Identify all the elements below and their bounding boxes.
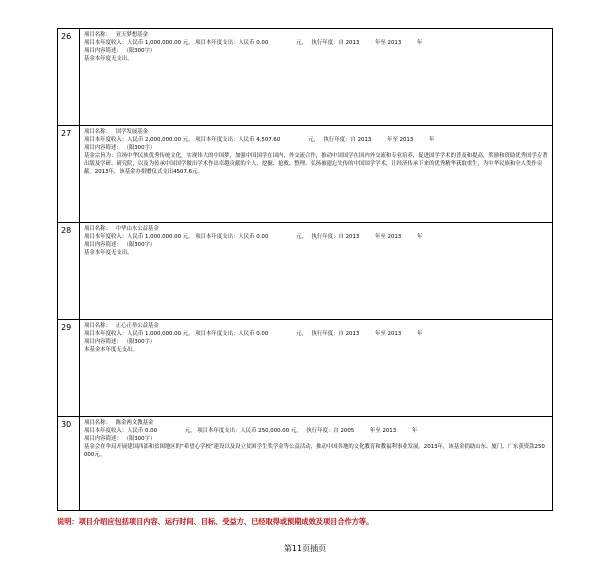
expense-value: 人民币 250,000.00	[240, 428, 290, 434]
project-content: 基金会在伞局开展建国西部和贫困地区的“希望心学校”建设以及设立贫困学生奖学金等公益活动，推动中国各地的文化教育和教福利事业发展。2013年，该基金捐助山东、厦门、广东获资款250000元。	[84, 444, 545, 458]
income-label: 项目本年度收入：	[84, 40, 128, 46]
project-name: 亚天梦想基金	[115, 32, 149, 38]
expense-value: 人民币 0.00	[238, 234, 269, 240]
name-label: 项目名称：	[84, 226, 111, 232]
end-year: 2013	[387, 40, 402, 46]
expense-value: 人民币 0.00	[238, 40, 269, 46]
start-year: 2013	[345, 40, 360, 46]
row-number: 27	[58, 126, 80, 222]
row-content	[80, 126, 552, 222]
project-name-line	[84, 128, 548, 136]
desc-label: 项目内容简述：	[84, 48, 122, 54]
year-to: 年至	[375, 40, 386, 46]
finance-line	[84, 330, 548, 338]
desc-line	[84, 435, 548, 443]
row-number: 26	[58, 29, 80, 125]
expense-label: 项目本年度支出：	[195, 137, 239, 143]
income-label: 项目本年度收入：	[84, 234, 128, 240]
year-to: 年至	[375, 234, 386, 240]
table-row	[57, 223, 553, 320]
expense-label: 项目本年度支出：	[195, 234, 239, 240]
start-year: 2005	[340, 428, 355, 434]
income-value: 人民币 1,000,000.00 元，	[127, 234, 194, 240]
finance-line	[84, 39, 548, 47]
desc-limit: （限300字）	[123, 242, 156, 248]
project-content: 基金宗旨为：宣扬中华民族优秀传统文化，实现伟大的中国梦，加强中国国学在国内、外交流合作，推动中国国学在国内外交流和专业培养，促进国学学术的普及和提高，奖励和资助优秀国学专著出版及学研、研究院，以及为传承中国国学做出学术作出卓越贡献的个人，挖掘、抢救、整理、弘扬被遗忘失传的中国国学学术，让经济传承下来的优秀精华获取重生，为中华民族和全人类作贡献。2013年，该基金办捐赠仪式支出4507.6元。	[84, 153, 548, 175]
year-to: 年至	[387, 137, 398, 143]
exec-label: 执行年度：自	[311, 331, 344, 337]
income-label: 项目本年度收入：	[84, 331, 128, 337]
exec-label: 执行年度：自	[306, 428, 339, 434]
row-content	[80, 29, 552, 125]
desc-label: 项目内容简述：	[84, 145, 122, 151]
table-row	[57, 417, 553, 511]
exec-label: 执行年度：自	[311, 40, 344, 46]
year-end: 年	[416, 40, 423, 46]
desc-line	[84, 338, 548, 346]
desc-limit: （限300字）	[123, 48, 156, 54]
project-name: 陈金两文教基金	[115, 420, 154, 426]
desc-limit: （限300字）	[123, 339, 156, 345]
row-content	[80, 223, 552, 319]
income-label: 项目本年度收入：	[84, 137, 128, 143]
table-row	[57, 28, 553, 126]
row-content	[80, 417, 552, 510]
expense-value: 人民币 4,507.60	[238, 137, 281, 143]
end-year: 2013	[387, 331, 402, 337]
desc-label: 项目内容简述：	[84, 339, 122, 345]
year-end: 年	[416, 331, 423, 337]
desc-line	[84, 47, 548, 55]
table-row	[57, 320, 553, 417]
start-year: 2013	[345, 331, 360, 337]
row-number: 30	[58, 417, 80, 510]
income-value: 人民币 0.00	[127, 428, 158, 434]
income-unit: 元，	[184, 428, 196, 434]
project-name: 国学发展基金	[115, 129, 149, 135]
year-end: 年	[411, 428, 418, 434]
income-label: 项目本年度收入：	[84, 428, 128, 434]
exec-label: 执行年度：自	[311, 234, 344, 240]
expense-label: 项目本年度支出：	[197, 428, 241, 434]
expense-unit: 元，	[296, 331, 307, 337]
row-number: 29	[58, 320, 80, 416]
project-name: 中华山水公益基金	[115, 226, 159, 232]
income-value: 人民币 1,000,000.00 元，	[127, 331, 194, 337]
name-label: 项目名称：	[84, 420, 111, 426]
project-name: 正心正举公益基金	[115, 323, 159, 329]
start-year: 2013	[345, 234, 360, 240]
project-name-line	[84, 322, 548, 330]
exec-label: 执行年度：自	[323, 137, 356, 143]
project-table	[57, 28, 553, 511]
desc-line	[84, 144, 548, 152]
table-row	[57, 126, 553, 223]
row-number: 28	[58, 223, 80, 319]
end-year: 2013	[387, 234, 402, 240]
name-label: 项目名称：	[84, 32, 111, 38]
project-content: 基金本年度无支出。	[84, 250, 133, 256]
desc-line	[84, 241, 548, 249]
project-name-line	[84, 31, 548, 39]
expense-unit: 元，	[296, 234, 307, 240]
project-content: 本基金本年度无支出。	[84, 347, 138, 353]
desc-label: 项目内容简述：	[84, 242, 122, 248]
end-year: 2013	[382, 428, 397, 434]
desc-label: 项目内容简述：	[84, 436, 122, 442]
finance-line	[84, 233, 548, 241]
income-value: 人民币 2,000,000.00 元，	[127, 137, 194, 143]
project-content: 基金本年度无支出。	[84, 56, 133, 62]
finance-line	[84, 136, 548, 144]
project-name-line	[84, 225, 548, 233]
finance-line	[84, 427, 548, 435]
name-label: 项目名称：	[84, 129, 111, 135]
expense-unit: 元，	[308, 137, 319, 143]
row-content	[80, 320, 552, 416]
year-to: 年至	[375, 331, 386, 337]
year-end: 年	[429, 137, 435, 143]
start-year: 2013	[357, 137, 372, 143]
desc-limit: （限300字）	[123, 436, 156, 442]
page-footer: 第11页插页	[283, 544, 327, 553]
end-year: 2013	[399, 137, 414, 143]
expense-label: 项目本年度支出：	[195, 331, 239, 337]
expense-label: 项目本年度支出：	[195, 40, 239, 46]
name-label: 项目名称：	[84, 323, 111, 329]
project-name-line	[84, 419, 548, 427]
year-end: 年	[416, 234, 423, 240]
income-value: 人民币 1,000,000.00 元，	[127, 40, 194, 46]
expense-unit: 元，	[290, 428, 302, 434]
expense-value: 人民币 0.00	[238, 331, 269, 337]
expense-unit: 元，	[296, 40, 307, 46]
desc-limit: （限300字）	[123, 145, 156, 151]
year-to: 年至	[369, 428, 381, 434]
explanation-note: 说明：项目介绍应包括项目内容、运行时间、目标、受益方、已经取得或预期成效及项目合作方等。	[57, 517, 374, 526]
